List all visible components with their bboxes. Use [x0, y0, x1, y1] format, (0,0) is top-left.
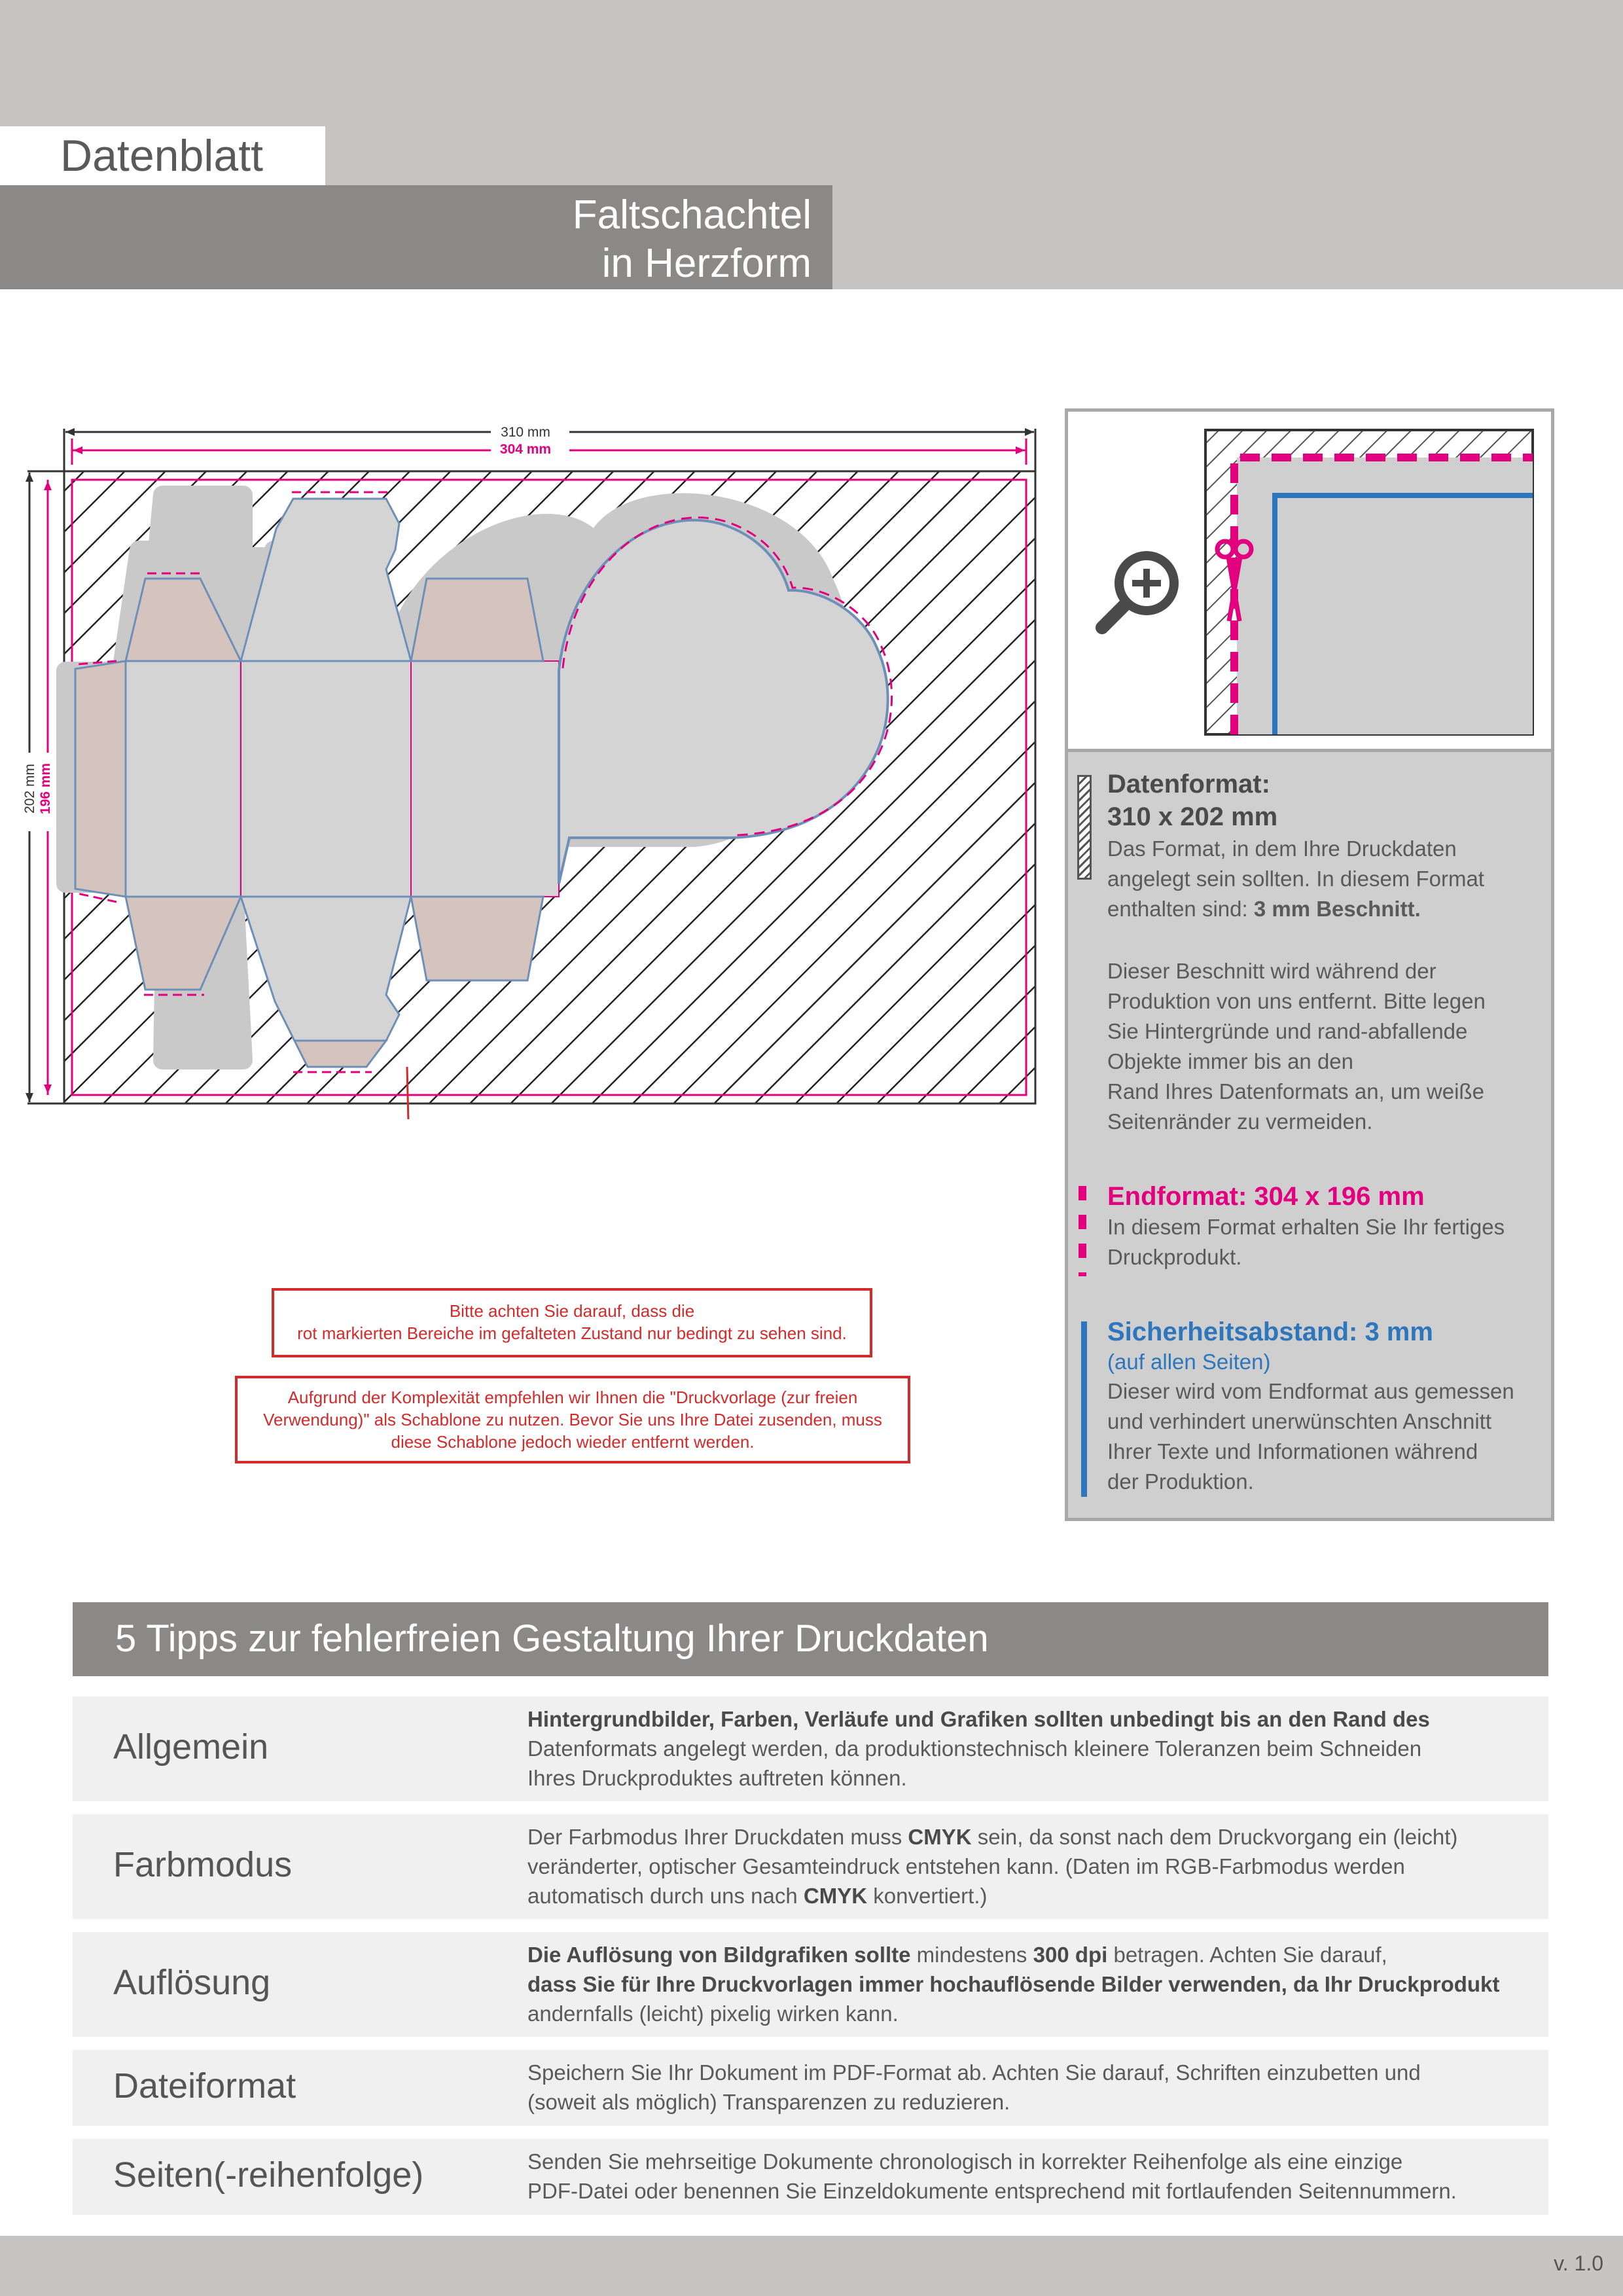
endformat-line-1: In diesem Format erhalten Sie Ihr fertiges [1107, 1215, 1505, 1239]
dim-height-inner: 196 mm [38, 762, 53, 815]
datenformat-text-3a: enthalten sind: [1107, 897, 1254, 921]
note2-line-1: Aufgrund der Komplexität empfehlen wir Ihnen die "Druckvorlage (zur freien [287, 1388, 858, 1407]
datenformat-block [1107, 768, 1539, 924]
tip-text [527, 1940, 1529, 2028]
endformat-title: Endformat: 304 x 196 mm [1107, 1182, 1425, 1211]
endformat-block [1107, 1181, 1539, 1272]
tips-title: 5 Tipps zur fehlerfreien Gestaltung Ihrer Druckdaten [115, 1617, 989, 1660]
subtitle-line-1: Faltschachtel [572, 192, 812, 238]
tip-text-bold: 300 dpi [1033, 1943, 1108, 1967]
note-red-areas [272, 1288, 872, 1357]
tip-text-span: mindestens [910, 1943, 1033, 1967]
tip-text [527, 2058, 1529, 2117]
version-label: v. 1.0 [1554, 2251, 1603, 2275]
tip-text-line: Ihres Druckproduktes auftreten können. [527, 1766, 907, 1790]
endformat-line-2: Druckprodukt. [1107, 1245, 1242, 1269]
beschnitt-block [1107, 956, 1539, 1137]
tip-text-line [527, 1940, 1529, 1969]
tip-text-span: betragen. Achten Sie darauf, [1107, 1943, 1387, 1967]
tip-label: Farbmodus [113, 1845, 293, 1884]
datenformat-text-3 [1107, 894, 1539, 924]
tip-text-line: PDF-Datei oder benennen Sie Einzeldokumente entsprechend mit fortlaufenden Seitennummern. [527, 2179, 1457, 2203]
tip-text-line [527, 1881, 1529, 1910]
sicherheit-line-2: und verhindert unerwünschten Anschnitt [1107, 1409, 1492, 1433]
tip-label: Allgemein [113, 1727, 269, 1767]
datenformat-size: 310 x 202 mm [1107, 802, 1278, 831]
sicherheit-line-4: der Produktion. [1107, 1469, 1254, 1494]
zoom-in-icon [1102, 556, 1174, 628]
tip-text-line [527, 1822, 1529, 1852]
tip-text-line: Hintergrundbilder, Farben, Verläufe und Grafiken sollten unbedingt bis an den Rand des [527, 1707, 1430, 1731]
footer-band [0, 2236, 1623, 2296]
tip-row-allgemein [73, 1696, 1548, 1801]
datenformat-text-2: angelegt sein sollten. In diesem Format [1107, 867, 1484, 891]
tip-text-line: dass Sie für Ihre Druckvorlagen immer hochauflösende Bilder verwenden, da Ihr Druckprodukt [527, 1972, 1500, 1996]
hatch-marker-icon [1077, 775, 1092, 880]
tip-text-span: konvertiert.) [867, 1884, 988, 1908]
tip-row-dateiformat [73, 2050, 1548, 2126]
beschnitt-line-4: Objekte immer bis an den [1107, 1049, 1354, 1073]
tip-label: Auflösung [113, 1963, 271, 2002]
beschnitt-line-5: Rand Ihres Datenformats an, um weiße [1107, 1079, 1484, 1103]
dim-width-outer: 310 mm [501, 425, 550, 440]
dieline-diagram [20, 412, 1054, 1119]
beschnitt-line-1: Dieser Beschnitt wird während der [1107, 959, 1436, 983]
sicherheit-line-3: Ihrer Texte und Informationen während [1107, 1439, 1478, 1463]
beschnitt-line-2: Produktion von uns entfernt. Bitte legen [1107, 989, 1486, 1013]
safety-marker-icon [1081, 1321, 1087, 1497]
tip-text-line: (soweit als möglich) Transparenzen zu reduzieren. [527, 2090, 1010, 2114]
datenformat-title: Datenformat: [1107, 770, 1270, 798]
info-panel [1065, 408, 1554, 1521]
tip-label: Dateiformat [113, 2066, 296, 2106]
beschnitt-line-6: Seitenränder zu vermeiden. [1107, 1109, 1373, 1134]
dim-height-outer: 202 mm [22, 764, 37, 814]
tip-text [527, 1704, 1529, 1793]
page-subtitle [223, 191, 812, 288]
tip-row-farbmodus [73, 1814, 1548, 1919]
datenformat-text-bold: 3 mm Beschnitt. [1253, 897, 1421, 921]
tip-text [527, 1822, 1529, 1910]
note-template [235, 1376, 910, 1463]
tip-text-line: Datenformats angelegt werden, da produktionstechnisch kleinere Toleranzen beim Schneiden [527, 1736, 1422, 1761]
sicherheit-block [1107, 1316, 1539, 1497]
note2-line-2: Verwendung)" als Schablone zu nutzen. Bevor Sie uns Ihre Datei zusenden, muss [263, 1410, 882, 1429]
tip-text-span: automatisch durch uns nach [527, 1884, 804, 1908]
tip-text-bold: CMYK [908, 1825, 972, 1849]
sicherheit-title: Sicherheitsabstand: 3 mm [1107, 1318, 1433, 1346]
tip-text-bold: Die Auflösung von Bildgrafiken sollte [527, 1943, 911, 1967]
tip-text [527, 2147, 1529, 2206]
datenformat-text-1: Das Format, in dem Ihre Druckdaten [1107, 836, 1457, 861]
sicherheit-line-1: Dieser wird vom Endformat aus gemessen [1107, 1379, 1514, 1403]
tip-text-line: veränderter, optischer Gesamteindruck entstehen kann. (Daten im RGB-Farbmodus werden [527, 1854, 1405, 1878]
note2-line-3: diese Schablone jedoch wieder entfernt werden. [391, 1432, 755, 1452]
page-title: Datenblatt [60, 131, 263, 181]
tip-text-line: andernfalls (leicht) pixelig wirken kann. [527, 2001, 899, 2026]
sicherheit-sub: (auf allen Seiten) [1107, 1350, 1271, 1374]
tip-text-span: sein, da sonst nach dem Druckvorgang ein (leicht) [971, 1825, 1458, 1849]
tip-label: Seiten(-reihenfolge) [113, 2155, 424, 2195]
note1-line-1: Bitte achten Sie darauf, dass die [449, 1301, 695, 1321]
tip-text-span: Der Farbmodus Ihrer Druckdaten muss [527, 1825, 908, 1849]
subtitle-line-2: in Herzform [601, 241, 812, 286]
tip-text-bold: CMYK [803, 1884, 868, 1908]
zoom-detail-illustration [1068, 412, 1551, 752]
tip-text-line: Speichern Sie Ihr Dokument im PDF-Format ab. Achten Sie darauf, Schriften einzubetten und [527, 2060, 1421, 2085]
dim-width-inner: 304 mm [499, 442, 552, 457]
tip-row-aufloesung [73, 1932, 1548, 2037]
tip-text-line: Senden Sie mehrseitige Dokumente chronologisch in korrekter Reihenfolge als eine einzige [527, 2149, 1403, 2174]
note1-line-2: rot markierten Bereiche im gefalteten Zustand nur bedingt zu sehen sind. [297, 1323, 847, 1343]
zoom-detail-box [1068, 412, 1551, 752]
trim-marker-icon [1079, 1186, 1086, 1276]
tip-row-seiten [73, 2139, 1548, 2215]
beschnitt-line-3: Sie Hintergründe und rand-abfallende [1107, 1019, 1468, 1043]
